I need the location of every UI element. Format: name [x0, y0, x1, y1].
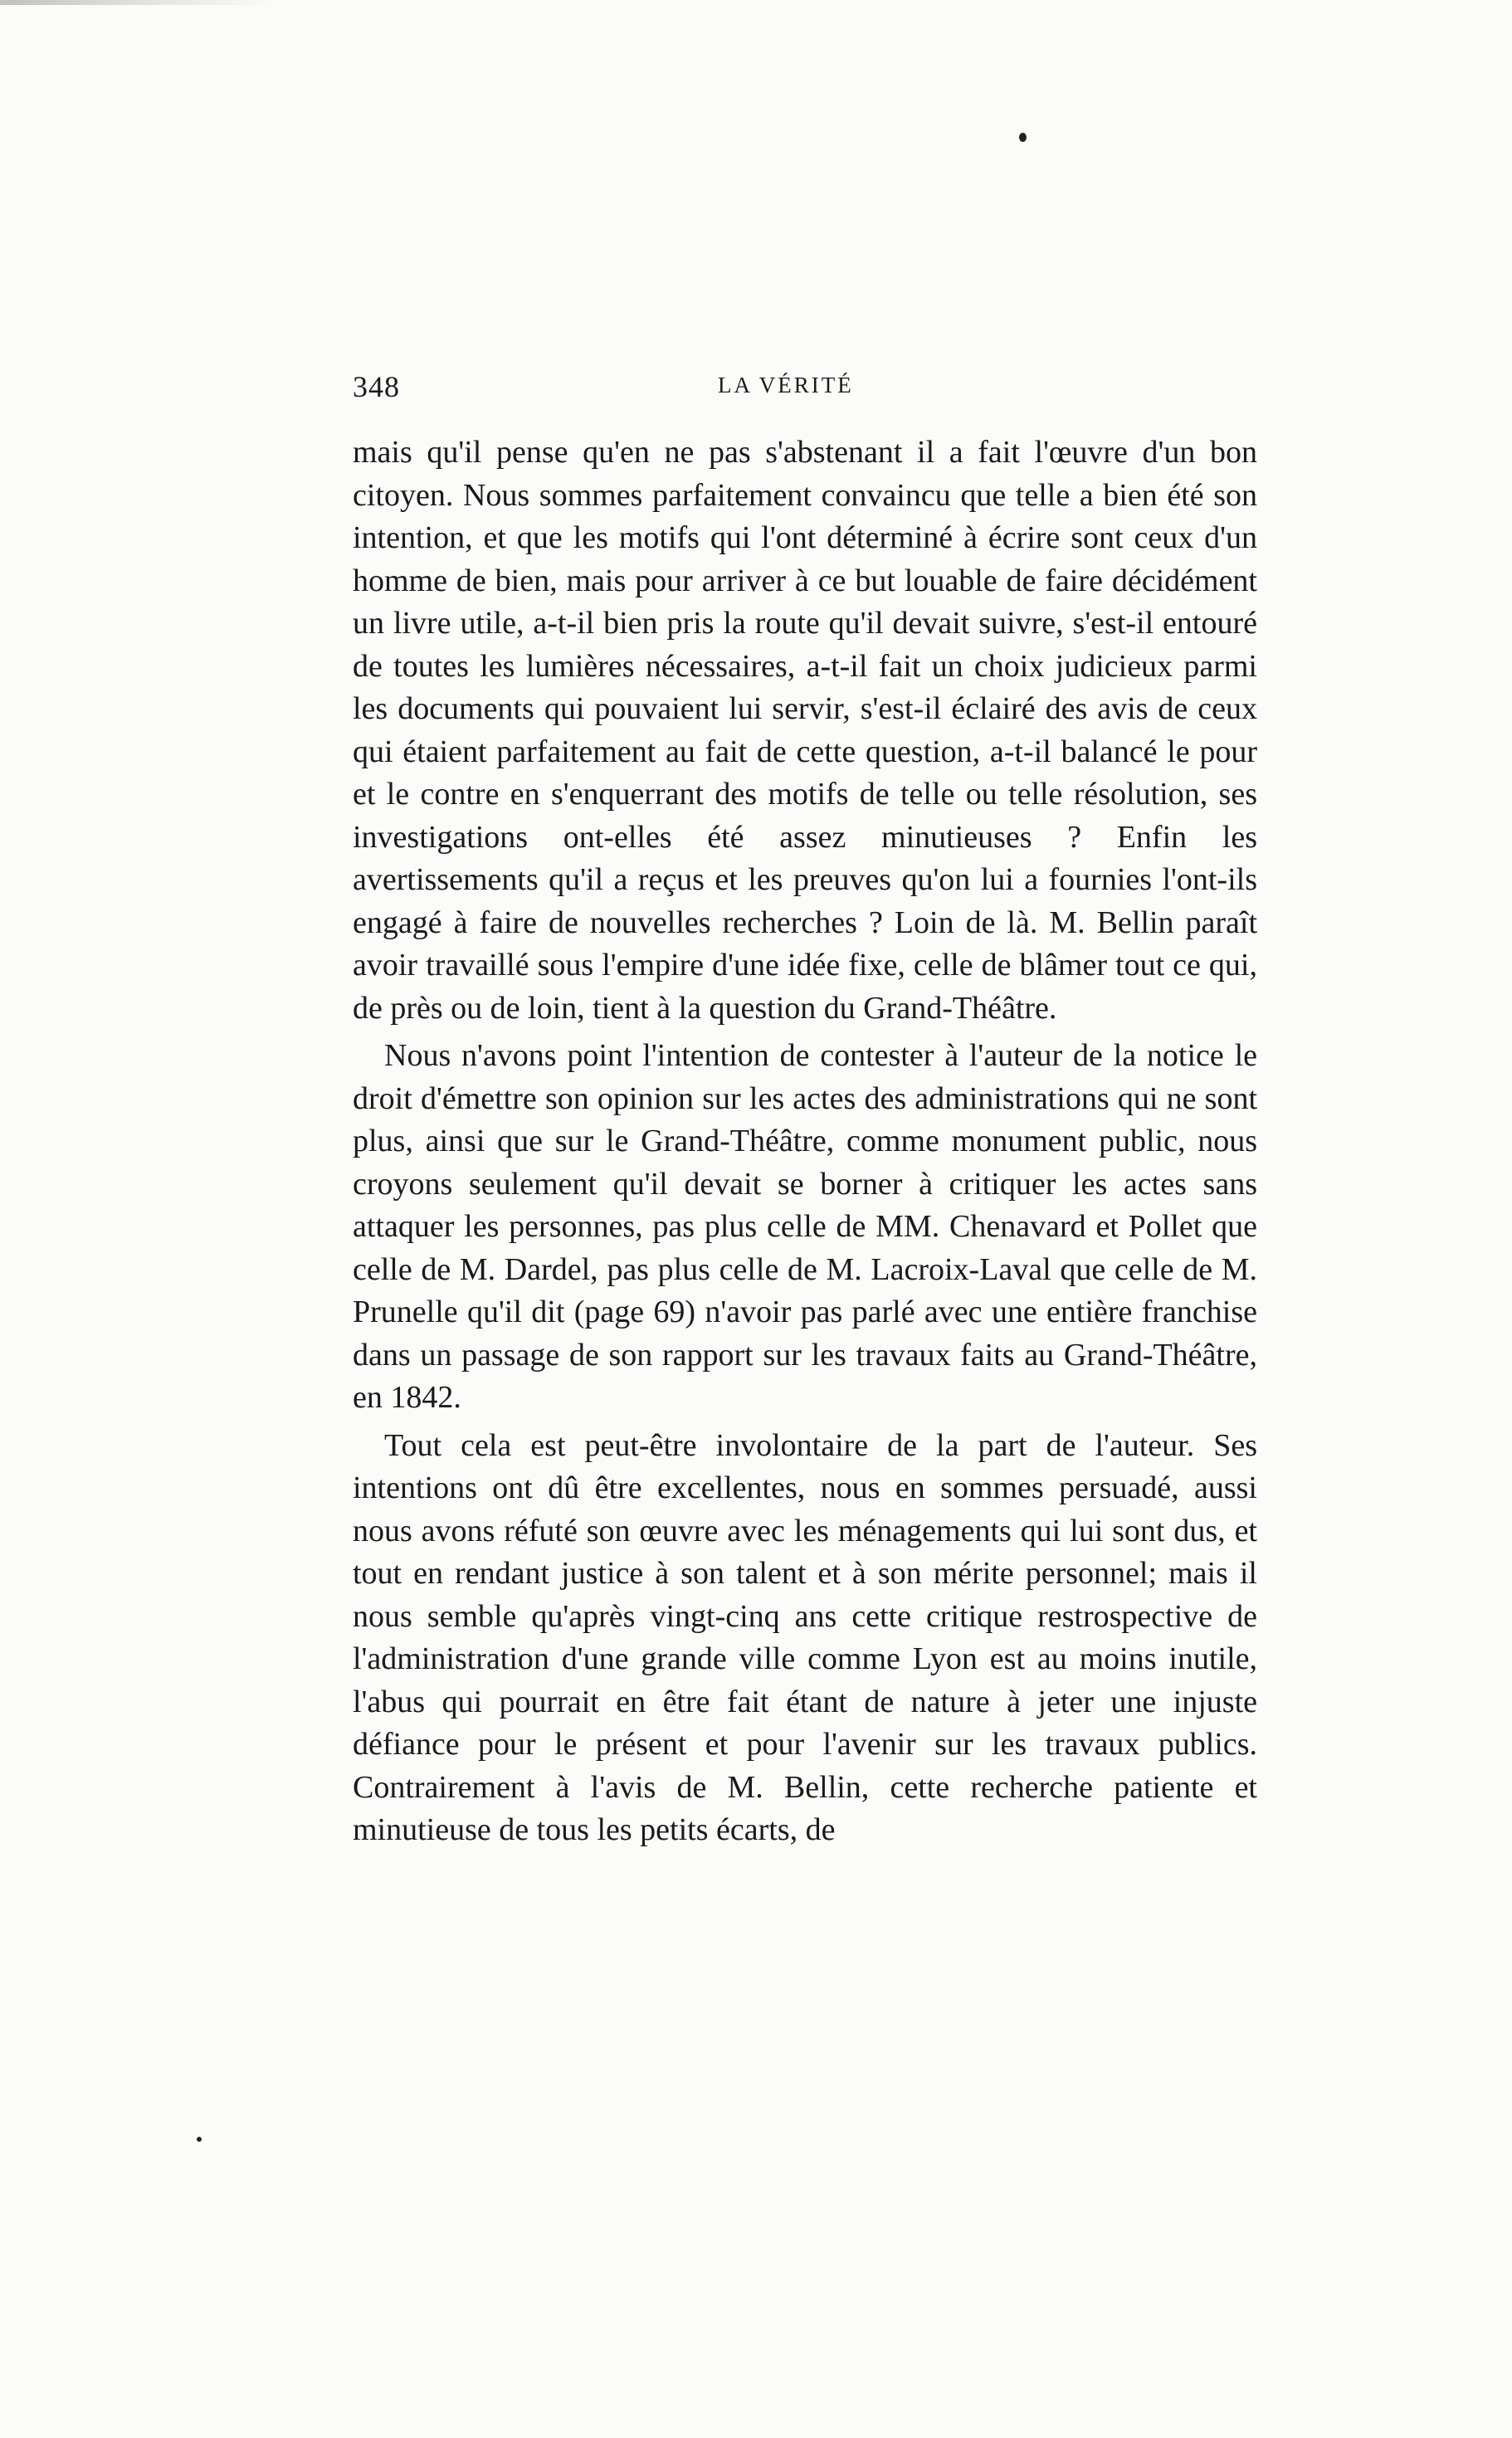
paragraph: Tout cela est peut-être involontaire de la part de l'auteur. Ses intentions ont dû être excellentes, nous en sommes persuadé, aussi nous avons réfuté son œuvre avec les ménagements qui lui sont dus, et tout en rendant justice à son talent et à son mérite personnel; mais il nous semble qu'après vingt-cinq ans cette critique restrospective de l'administration d'une grande ville comme Lyon est au moins inutile, l'abus qui pourrait en être fait étant de nature à jeter une injuste défiance pour le présent et pour l'avenir sur les travaux publics. Contrairement à l'avis de M. Bellin, cette recherche patiente et minutieuse de tous les petits écarts, de [353, 1427, 1257, 1847]
running-title: LA VÉRITÉ [718, 373, 854, 397]
paragraph-continuation: mais qu'il pense qu'en ne pas s'abstenant il a fait l'œuvre d'un bon citoyen. Nous sommes parfaitement convaincu que telle a bien été son intention, et que les motifs qui l'ont déterminé à écrire sont ceux d'un homme de bien, mais pour arriver à ce but louable de faire décidément un livre utile, a-t-il bien pris la route qu'il devait suivre, s'est-il entouré de toutes les lumières nécessaires, a-t-il fait un choix judicieux parmi les documents qui pouvaient lui servir, s'est-il éclairé des avis de ceux qui étaient parfaitement au fait de cette question, a-t-il balancé le pour et le contre en s'enquerrant des motifs de telle ou telle résolution, ses investigations ont-elles été assez minutieuses ? Enfin les avertissements qu'il a reçus et les preuves qu'on lui a fournies l'ont-ils engagé à faire de nouvelles recherches ? Loin de là. M. Bellin paraît avoir travaillé sous l'empire d'une idée fixe, celle de blâmer tout ce qui, de près ou de loin, tient à la question du Grand-Théâtre. [353, 435, 1257, 1026]
page-number: 348 [353, 370, 400, 403]
body-text [353, 432, 1257, 1852]
ink-speck [1019, 133, 1027, 142]
paragraph: Nous n'avons point l'intention de contester à l'auteur de la notice le droit d'émettre son opinion sur les actes des administrations qui ne sont plus, ainsi que sur le Grand-Théâtre, comme monument public, nous croyons seulement qu'il devait se borner à critiquer les actes sans attaquer les personnes, pas plus celle de MM. Chenavard et Pollet que celle de M. Dardel, pas plus celle de M. Lacroix-Laval que celle de M. Prunelle qu'il dit (page 69) n'avoir pas parlé avec une entière franchise dans un passage de son rapport sur les travaux faits au Grand-Théâtre, en 1842. [353, 1038, 1257, 1415]
scan-edge-shadow [0, 0, 274, 5]
page-header [353, 369, 1299, 419]
ink-speck [197, 2137, 202, 2142]
